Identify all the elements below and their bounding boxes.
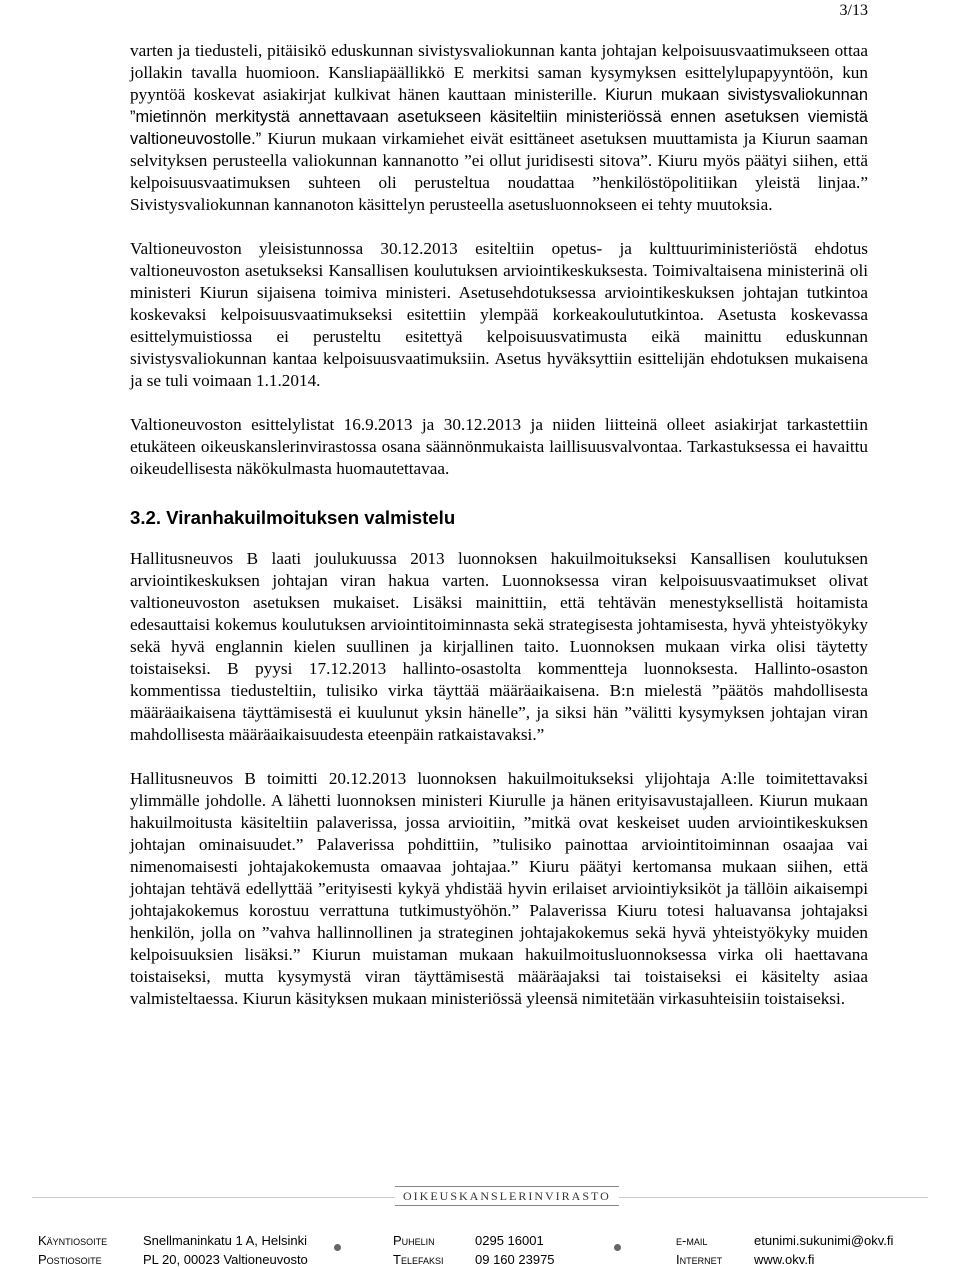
visit-address-value: Snellmaninkatu 1 A, Helsinki bbox=[143, 1233, 308, 1248]
paragraph-1 bbox=[130, 40, 868, 216]
visit-address-label: Käyntiosoite bbox=[38, 1233, 108, 1248]
document-body bbox=[130, 40, 868, 1010]
text-segment: Hallitusneuvos B toimitti 20.12.2013 luonnoksen hakuilmoitukseksi ylijohtaja A:lle toimitettavaksi ylimmälle johdolle. A lähetti luonnoksen ministeri Kiurulle ja hänen erityisavustajalleen. Kiurun mukaan hakuilmoitusta käsiteltiin palaverissa, jossa arvioitiin, ”mitkä ovat keskeiset uuden arviointikeskuksen johtajan ominaisuudet.” Palaverissa pohdittiin, ”tulisiko painottaa arviointitoiminnan osaajaa vai nimenomaisesti johtajakokemusta omaavaa johtajaa.” Kiuru päätyi kertomansa mukaan siihen, että johtajan tehtävä edellyttää ”erityisesti kykyä yhdistää hyvin erilaiset arviointiyksiköt ja tällöin aikaisempi johtajakokemus korostuu verrattuna tutkimustyöhön.” Palaverissa Kiuru totesi haluavansa johtajaksi henkilön, jolla on ”vahva hallinnollinen ja strateginen johtajakokemus sekä hyvä yhteistyökyky muiden kelpoisuuksien lisäksi.” Kiurun muistaman mukaan hakuilmoitusluonnoksessa virka oli haettavana toistaiseksi, mutta kysymystä viran täyttämisestä määräajaksi tai toistaiseksi ei käsitelty asiaa valmisteltaessa. Kiurun käsityksen mukaan ministeriössä yleensä nimitetään virkasuhteisiin toistaiseksi. bbox=[130, 769, 868, 1008]
agency-logo: OIKEUSKANSLERINVIRASTO bbox=[395, 1186, 619, 1206]
footer-bullet-icon bbox=[614, 1244, 621, 1251]
paragraph-4 bbox=[130, 548, 868, 746]
text-segment: Kiurun mukaan virkamiehet eivät esittäneet asetuksen muuttamista ja Kiurun saaman selvityksen perusteella valiokunnan kannanotto ”ei ollut juridisesti sitova”. Kiuru myös päätyi siihen, että kelpoisuusvaatimuksen suhteen oli perusteltua noudattaa ”henkilöstöpolitiikan yleistä linjaa.” Sivistysvaliokunnan kannanoton käsittelyn perusteella asetusluonnokseen ei tehty muutoksia. bbox=[130, 129, 868, 214]
text-segment: Hallitusneuvos B laati joulukuussa 2013 luonnoksen hakuilmoitukseksi Kansallisen koulutuksen arviointikeskuksen johtajan viran hakua varten. Luonnoksessa viran kelpoisuusvaatimukset olivat valtioneuvoston asetuksen mukaiset. Lisäksi mainittiin, että tehtävän menestyksellistä hoitamista edesauttaisi kokemus koulutuksen arviointitoiminnasta sekä strategisesta johtamisesta, hyvä yhteistyökyky sekä hyvä englannin kielen suullinen ja kirjallinen taito. Luonnoksen mukaan virka olisi täytetty toistaiseksi. B pyysi 17.12.2013 hallinto-osastolta kommentteja luonnoksesta. Hallinto-osaston kommentissa tiedusteltiin, tulisiko virka täyttää määräaikaisena. B:n mielestä ”päätös mahdollisesta määräaikaisena täyttämisestä ei kuulunut yksin hänelle”, ja siksi hän ”välitti kysymyksen johtajan viran mahdollisesta määräaikaisuudesta eteenpäin ratkaistavaksi.” bbox=[130, 549, 868, 744]
text-segment: Valtioneuvoston esittelylistat 16.9.2013 ja 30.12.2013 ja niiden liitteinä olleet asiakirjat tarkastettiin etukäteen oikeuskanslerinvirastossa osana säännönmukaista laillisuusvalvontaa. Tarkastuksessa ei havaittu oikeudellisesta näkökulmasta huomautettavaa. bbox=[130, 415, 868, 478]
paragraph-5 bbox=[130, 768, 868, 1010]
paragraph-3 bbox=[130, 414, 868, 480]
text-segment-sans: Kiurun mukaan sivistysvaliokunnan ”mietinnön merkitystä annettavaan asetukseen käsiteltiin ministeriössä ennen asetuksen viemistä valtioneuvostolle.” bbox=[130, 86, 868, 148]
fax-value: 09 160 23975 bbox=[475, 1252, 555, 1267]
text-segment: varten ja tiedusteli, pitäisikö eduskunnan sivistysvaliokunnan kanta johtajan kelpoisuusvaatimukseen ottaa jollakin tavalla huomioon. Kansliapäällikkö E merkitsi saman kysymyksen esittelylupapyyntöön, kun pyyntöä koskevat asiakirjat kulkivat hänen kauttaan ministerille. bbox=[130, 41, 868, 104]
footer-bullet-icon bbox=[334, 1244, 341, 1251]
email-value: etunimi.sukunimi@okv.fi bbox=[754, 1233, 894, 1248]
page-number: 3/13 bbox=[839, 2, 868, 19]
paragraph-2 bbox=[130, 238, 868, 392]
internet-label: Internet bbox=[676, 1252, 723, 1267]
section-heading: 3.2. Viranhakuilmoituksen valmistelu bbox=[130, 507, 456, 528]
fax-label: Telefaksi bbox=[393, 1252, 444, 1267]
text-segment: Valtioneuvoston yleisistunnossa 30.12.2013 esiteltiin opetus- ja kulttuuriministeriöstä ehdotus valtioneuvoston asetukseksi Kansallisen koulutuksen arviointikeskuksesta. Toimivaltaisena ministerinä oli ministeri Kiurun sijaisena toimiva ministeri. Asetusehdotuksessa arviointikeskuksen johtajan tutkintoa koskevaksi kelpoisuusvaatimukseksi esitettiin ylempää korkeakoulututkintoa. Asetusta koskevassa esittelymuistiossa ei perusteltu esitettyä kelpoisuusvatimusta eikä mainittu eduskunnan sivistysvaliokunnan kantaa kelpoisuusvaatimuksiin. Asetus hyväksyttiin esittelijän ehdotuksen mukaisena ja se tuli voimaan 1.1.2014. bbox=[130, 239, 868, 390]
internet-value: www.okv.fi bbox=[754, 1252, 815, 1267]
email-label: e-mail bbox=[676, 1233, 708, 1248]
phone-label: Puhelin bbox=[393, 1233, 435, 1248]
postal-address-value: PL 20, 00023 Valtioneuvosto bbox=[143, 1252, 308, 1267]
postal-address-label: Postiosoite bbox=[38, 1252, 102, 1267]
phone-value: 0295 16001 bbox=[475, 1233, 544, 1248]
